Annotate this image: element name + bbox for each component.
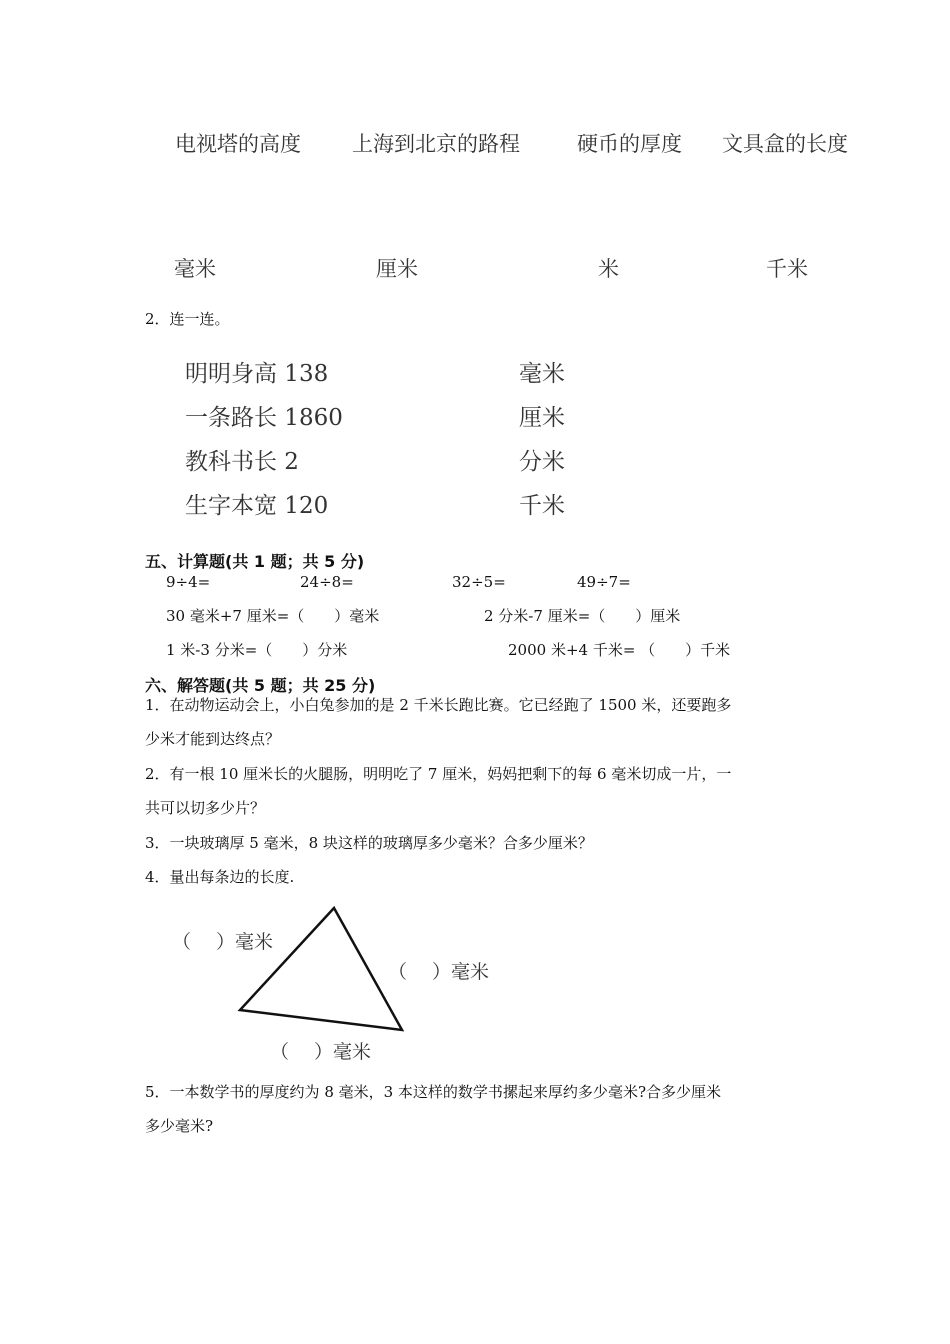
match2-left-item: 教科书长 2 bbox=[185, 449, 299, 475]
calc-item: 49÷7= bbox=[577, 573, 631, 591]
problem-2-line-2: 共可以切多少片？ bbox=[145, 799, 266, 817]
calc-item: 2000 米+4 千米= （ ）千米 bbox=[508, 641, 731, 659]
calc-item: 30 毫米+7 厘米=（ ）毫米 bbox=[166, 607, 380, 625]
match1-unit: 千米 bbox=[766, 257, 808, 281]
calc-item: 24÷8= bbox=[300, 573, 354, 591]
problem-1-line-2: 少米才能到达终点？ bbox=[145, 730, 281, 748]
question-2-title: 2．连一连。 bbox=[145, 310, 230, 328]
problem-3: 3．一块玻璃厚 5 毫米，8 块这样的玻璃厚多少毫米？合多少厘米？ bbox=[145, 834, 593, 852]
match2-right-unit: 毫米 bbox=[519, 361, 565, 387]
match1-unit: 米 bbox=[598, 257, 619, 281]
match1-item: 上海到北京的路程 bbox=[352, 132, 520, 156]
match1-unit: 毫米 bbox=[174, 257, 216, 281]
match2-right-unit: 分米 bbox=[519, 449, 565, 475]
match1-unit: 厘米 bbox=[376, 257, 418, 281]
problem-5-line-2: 多少毫米? bbox=[145, 1117, 214, 1135]
match2-left-item: 生字本宽 120 bbox=[185, 493, 329, 519]
section-6-heading: 六、解答题(共 5 题；共 25 分) bbox=[145, 676, 376, 695]
problem-1-line-1: 1．在动物运动会上，小白兔参加的是 2 千米长跑比赛。它已经跑了 1500 米，还要跑多 bbox=[145, 696, 732, 714]
match2-right-unit: 千米 bbox=[519, 493, 565, 519]
match2-right-unit: 厘米 bbox=[519, 405, 565, 431]
match2-left-item: 明明身高 138 bbox=[185, 361, 329, 387]
problem-4: 4．量出每条边的长度. bbox=[145, 868, 295, 886]
match1-item: 电视塔的高度 bbox=[175, 132, 301, 156]
match1-item: 文具盒的长度 bbox=[722, 132, 848, 156]
triangle-bottom-side-label: （ ）毫米 bbox=[270, 1041, 372, 1063]
triangle-right-side-label: （ ）毫米 bbox=[388, 961, 490, 983]
match2-left-item: 一条路长 1860 bbox=[185, 405, 343, 431]
triangle-left-side-label: （ ）毫米 bbox=[172, 931, 274, 953]
calc-item: 2 分米-7 厘米=（ ）厘米 bbox=[484, 607, 681, 625]
match1-item: 硬币的厚度 bbox=[577, 132, 682, 156]
problem-2-line-1: 2．有一根 10 厘米长的火腿肠，明明吃了 7 厘米，妈妈把剩下的每 6 毫米切成一片，一 bbox=[145, 765, 732, 783]
calc-item: 9÷4= bbox=[166, 573, 211, 591]
problem-5-line-1: 5．一本数学书的厚度约为 8 毫米，3 本这样的数学书摞起来厚约多少毫米?合多少厘米 bbox=[145, 1083, 721, 1101]
section-5-heading: 五、计算题(共 1 题；共 5 分) bbox=[145, 552, 365, 571]
calc-item: 1 米-3 分米=（ ）分米 bbox=[166, 641, 348, 659]
calc-item: 32÷5= bbox=[452, 573, 506, 591]
